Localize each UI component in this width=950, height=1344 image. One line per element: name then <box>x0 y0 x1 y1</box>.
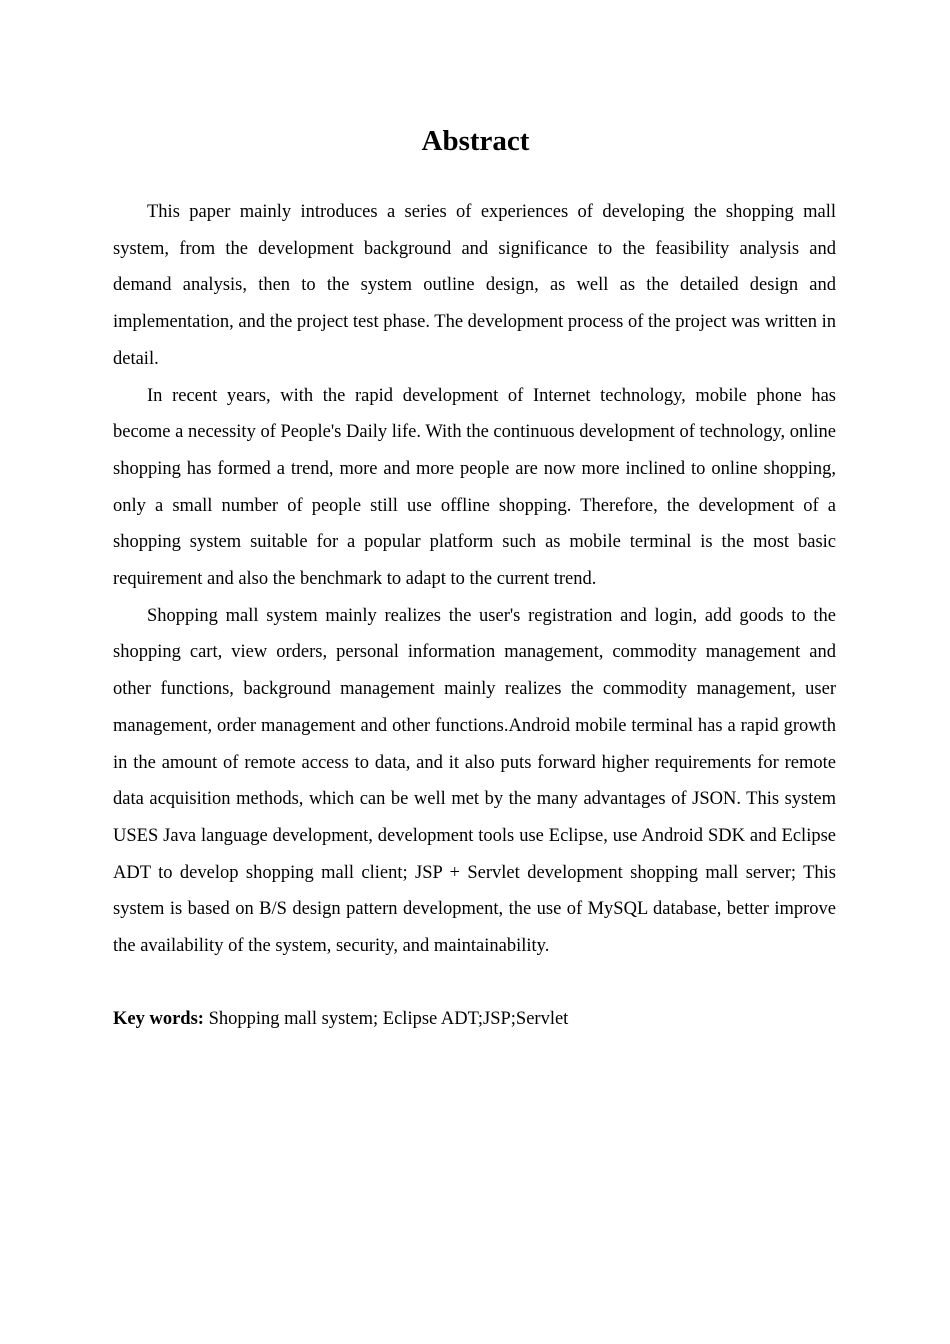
abstract-paragraph: This paper mainly introduces a series of experiences of developing the shopping mall system, from the development background and significance to the feasibility analysis and demand analysis, then to the system outline design, as well as the detailed design and implementation, and the project test phase. The development process of the project was written in detail. <box>113 202 836 369</box>
keywords-value: Shopping mall system; Eclipse ADT;JSP;Servlet <box>208 1008 569 1029</box>
document-page <box>113 118 836 1037</box>
abstract-paragraph: Shopping mall system mainly realizes the user's registration and login, add goods to the shopping cart, view orders, personal information management, commodity management and other functions, background management mainly realizes the commodity management, user management, order management and other functions.Android mobile terminal has a rapid growth in the amount of remote access to data, and it also puts forward higher requirements for remote data acquisition methods, which can be well met by the many advantages of JSON. This system USES Java language development, development tools use Eclipse, use Android SDK and Eclipse ADT to develop shopping mall client; JSP + Servlet development shopping mall server; This system is based on B/S design pattern development, the use of MySQL database, better improve the availability of the system, security, and maintainability. <box>113 605 836 957</box>
abstract-body <box>113 194 836 965</box>
abstract-paragraph: In recent years, with the rapid development of Internet technology, mobile phone has become a necessity of People's Daily life. With the continuous development of technology, online shopping has formed a trend, more and more people are now more inclined to online shopping, only a small number of people still use offline shopping. Therefore, the development of a shopping system suitable for a popular platform such as mobile terminal is the most basic requirement and also the benchmark to adapt to the current trend. <box>113 385 836 590</box>
keywords-label: Key words: <box>113 1008 204 1029</box>
page-title: Abstract <box>421 125 530 157</box>
keywords-line <box>113 1001 836 1038</box>
